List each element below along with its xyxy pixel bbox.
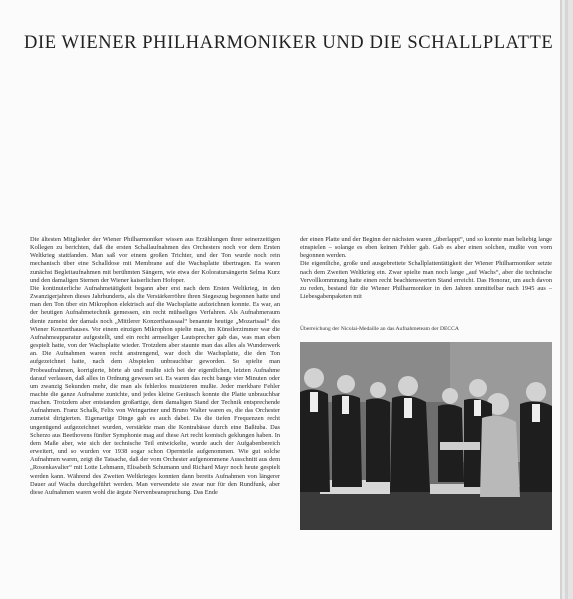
photo-illustration [300,342,552,530]
left-text-column [30,236,280,566]
paragraph: Die kontinuierliche Aufnahmetätigkeit begann aber erst nach dem Ersten Weltkrieg, in den Zwanzigerjahren dieses Jahrhunderts, als die Verstärkerröhre ihren Siegeszug begonnen hatte und man den Ton über ein Mikrophon elektrisch auf die Wachsplatte aufzeichnen konnte. Es war, an der heutigen Aufnahmetechnik gemessen, ein recht mühseliges Verfahren. Als Aufnahmeraum diente zumeist der damals noch „Mittlerer Konzerthaussaal“ benannte heutige „Mozartsaal“ des Wiener Konzerthauses. Vor einem einzigen Mikrophon spielte man, im Künstlerzimmer war die Aufnahmeapparatur aufgestellt, und ein recht armseliger Lautsprecher gab das, was man eben gespielt hatte, von der Wachsplatte wieder. Trotzdem aber staunte man das alles als Wunderwerk an. Die Aufnahmen waren recht anstrengend, war doch die Wachsplatte, die den Ton aufgezeichnet hatte, nach dem Abspielen unbrauchbar geworden. So spielte man Probeaufnahmen, korrigierte, hörte ab und mußte sich bei der eigentlichen, letzten Aufnahme darauf verlassen, daß alles in Ordnung gewesen sei. Es waren das recht bange vier Minuten oder um zwanzig Sekunden mehr, die man als fehlerlos musizieren mußte. Jeder merkbare Fehler machte die ganze Aufnahme zunichte, und jedes kleine Geräusch konnte die Platte unbrauchbar machen. Trotzdem aber entstanden großartige, dem damaligen Stand der Technik entsprechende Aufnahmen. Franz Schalk, Felix von Weingartner und Bruno Walter waren es, die das Orchester zumeist dirigierten. Eigenartige Dinge gab es auch dabei. Da die tiefen Frequenzen recht ungenügend aufgezeichnet wurden, verstärkte man die Kontrabässe durch eine Baßtuba. Das Scherzo aus Beethovens fünfter Symphonie mag auf diese Art recht komisch geklungen haben. In dem Maße aber, wie sich der technische Teil entwickelte, wurde auch der Aufgabenbereich erweitert, und so wurden vor 1938 sogar schon Opernteile aufgenommen. Wie gut solche Aufnahmen waren, zeigt die Tatsache, daß der vom Orchester aufgenommene Ausschnitt aus dem „Rosenkavalier“ mit Lotte Lehmann, Elisabeth Schumann und Richard Mayr noch heute gespielt werden kann. Während des Zweiten Weltkrieges konnten dann bereits Aufnahmen von längerer Dauer auf Wachs durchgeführt werden. Man verwendete sie zwar nur für den Rundfunk, aber diese Aufnahmen waren wohl die ärgste Nervenbeanspruchung. Das Ende [30,284,280,496]
photo-caption: Überreichung der Nicolai-Medaille an das Aufnahmeteam der DECCA [300,326,459,332]
page-title: DIE WIENER PHILHARMONIKER UND DIE SCHALLPLATTE [24,33,554,53]
paragraph: Die eigentliche, große und ausgebreitete Schallplattentätigkeit der Wiener Philharmoniker setzte nach dem Zweiten Weltkrieg ein. Zwar spielte man noch lange „auf Wachs“, aber die technische Vervollkommnung hatte einen recht beachtenswerten Stand erreicht. Das Honorar, um auch davon zu reden, bestand für die Wiener Philharmoniker in den Jahren unmittelbar nach 1945 aus – Liebesgabenpaketen mit [300,260,552,301]
paragraph: Die ältesten Mitglieder der Wiener Philharmoniker wissen aus Erzählungen ihrer seinerzeitigen Kollegen zu berichten, daß die ersten Schallaufnahmen des Orchesters noch vor dem Ersten Weltkrieg stattfanden. Man saß vor einem großen Trichter, und der Ton wurde noch rein mechanisch über eine Schalldose mit Membrane auf die Wachsplatte übertragen. Es waren zunächst Begleitaufnahmen mit berühmten Sängern, wie etwa der Koloratursängerin Selma Kurz und den damaligen Sternen der Wiener kaiserlichen Hofoper. [30,236,280,284]
right-text-column [300,236,552,301]
paragraph: der einen Platte und der Beginn der nächsten waren „überlappt“, und so konnte man beliebig lange einspielen – solange es eben keinen Fehler gab. Gab es aber einen solchen, mußte von vorn begonnen werden. [300,236,552,260]
group-photo [300,342,552,530]
